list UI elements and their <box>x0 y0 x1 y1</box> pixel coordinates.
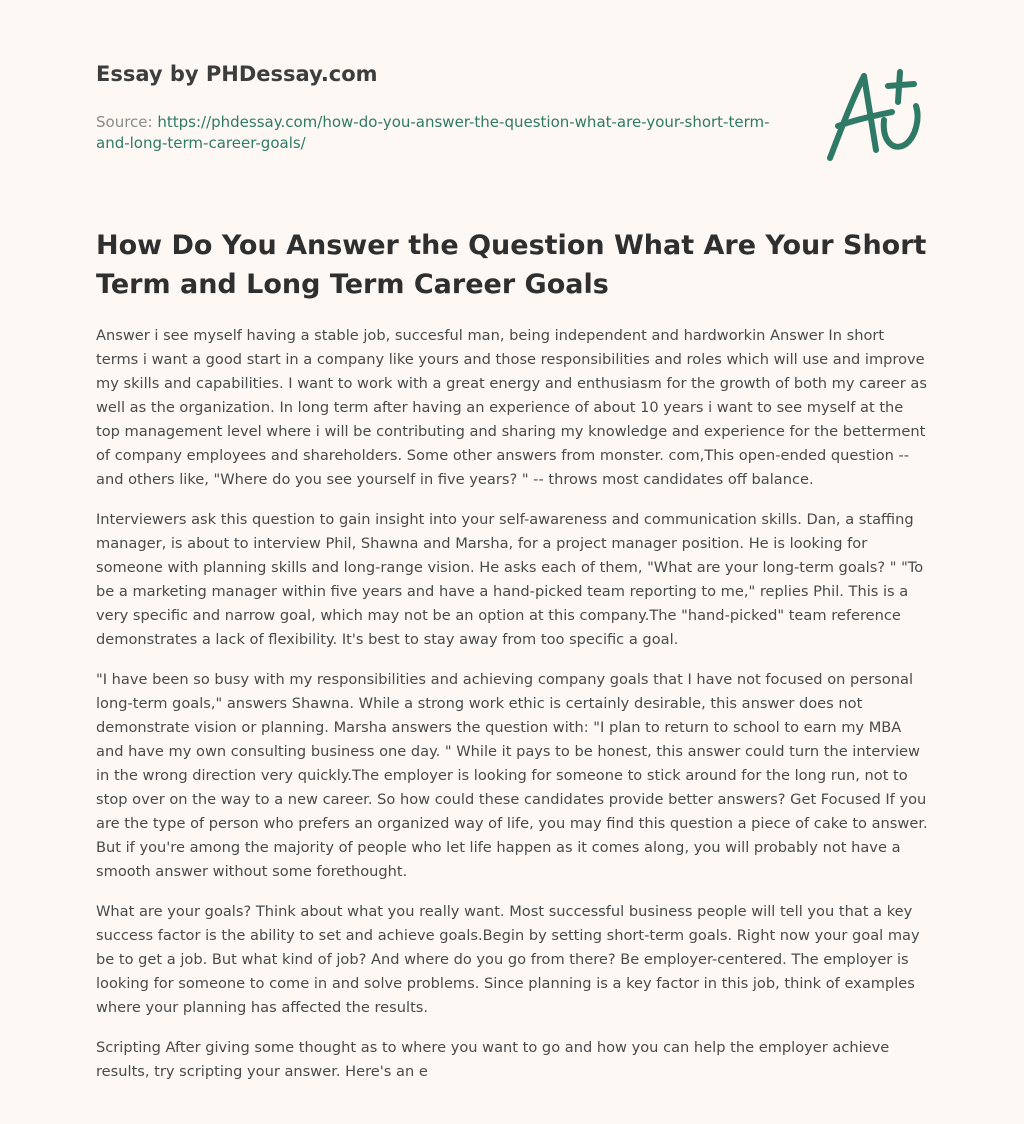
article-paragraph: Scripting After giving some thought as to where you want to go and how you can help the employer achieve results, try scripting your answer. Here's an e <box>96 1039 890 1080</box>
site-title: Essay by PHDessay.com <box>96 62 378 86</box>
source-link[interactable]: https://phdessay.com/how-do-you-answer-the-question-what-are-your-short-term-and-long-term-career-goals/ <box>96 113 770 152</box>
source-line <box>96 112 776 154</box>
a-plus-logo-icon <box>818 62 930 168</box>
article-paragraph: What are your goals? Think about what you really want. Most successful business people will tell you that a key success factor is the ability to set and achieve goals.Begin by setting short-term goals. Right now your goal may be to get a job. But what kind of job? And where do you go from there? Be employer-centered. The employer is looking for someone to come in and solve problems. Since planning is a key factor in this job, think of examples where your planning has affected the results. <box>96 903 920 1016</box>
article-paragraph: Interviewers ask this question to gain insight into your self-awareness and communication skills. Dan, a staffing manager, is about to interview Phil, Shawna and Marsha, for a project manager position. He is looking for someone with planning skills and long-range vision. He asks each of them, "What are your long-term goals? " "To be a marketing manager within five years and have a hand-picked team reporting to me," replies Phil. This is a very specific and narrow goal, which may not be an option at this company.The "hand-picked" team reference demonstrates a lack of flexibility. It's best to stay away from too specific a goal. <box>96 511 924 648</box>
source-label: Source: <box>96 113 153 131</box>
article-body <box>96 324 928 1100</box>
article-title: How Do You Answer the Question What Are Your Short Term and Long Term Career Goals <box>96 230 927 300</box>
site-header <box>96 62 796 86</box>
article-paragraph: Answer i see myself having a stable job, succesful man, being independent and hardworkin Answer In short terms i want a good start in a company like yours and those responsibilities and roles which will use and improve my skills and capabilities. I want to work with a great energy and enthusiasm for the growth of both my career as well as the organization. In long term after having an experience of about 10 years i want to see myself at the top management level where i will be contributing and sharing my knowledge and experience for the betterment of company employees and shareholders. Some other answers from monster. com,This open-ended question -- and others like, "Where do you see yourself in five years? " -- throws most candidates off balance. <box>96 327 927 488</box>
article-paragraph: "I have been so busy with my responsibilities and achieving company goals that I have not focused on personal long-term goals," answers Shawna. While a strong work ethic is certainly desirable, this answer does not demonstrate vision or planning. Marsha answers the question with: "I plan to return to school to earn my MBA and have my own consulting business one day. " While it pays to be honest, this answer could turn the interview in the wrong direction very quickly.The employer is looking for someone to stick around for the long run, not to stop over on the way to a new career. So how could these candidates provide better answers? Get Focused If you are the type of person who prefers an organized way of life, you may find this question a piece of cake to answer. But if you're among the majority of people who let life happen as it comes along, you will probably not have a smooth answer without some forethought. <box>96 671 928 880</box>
